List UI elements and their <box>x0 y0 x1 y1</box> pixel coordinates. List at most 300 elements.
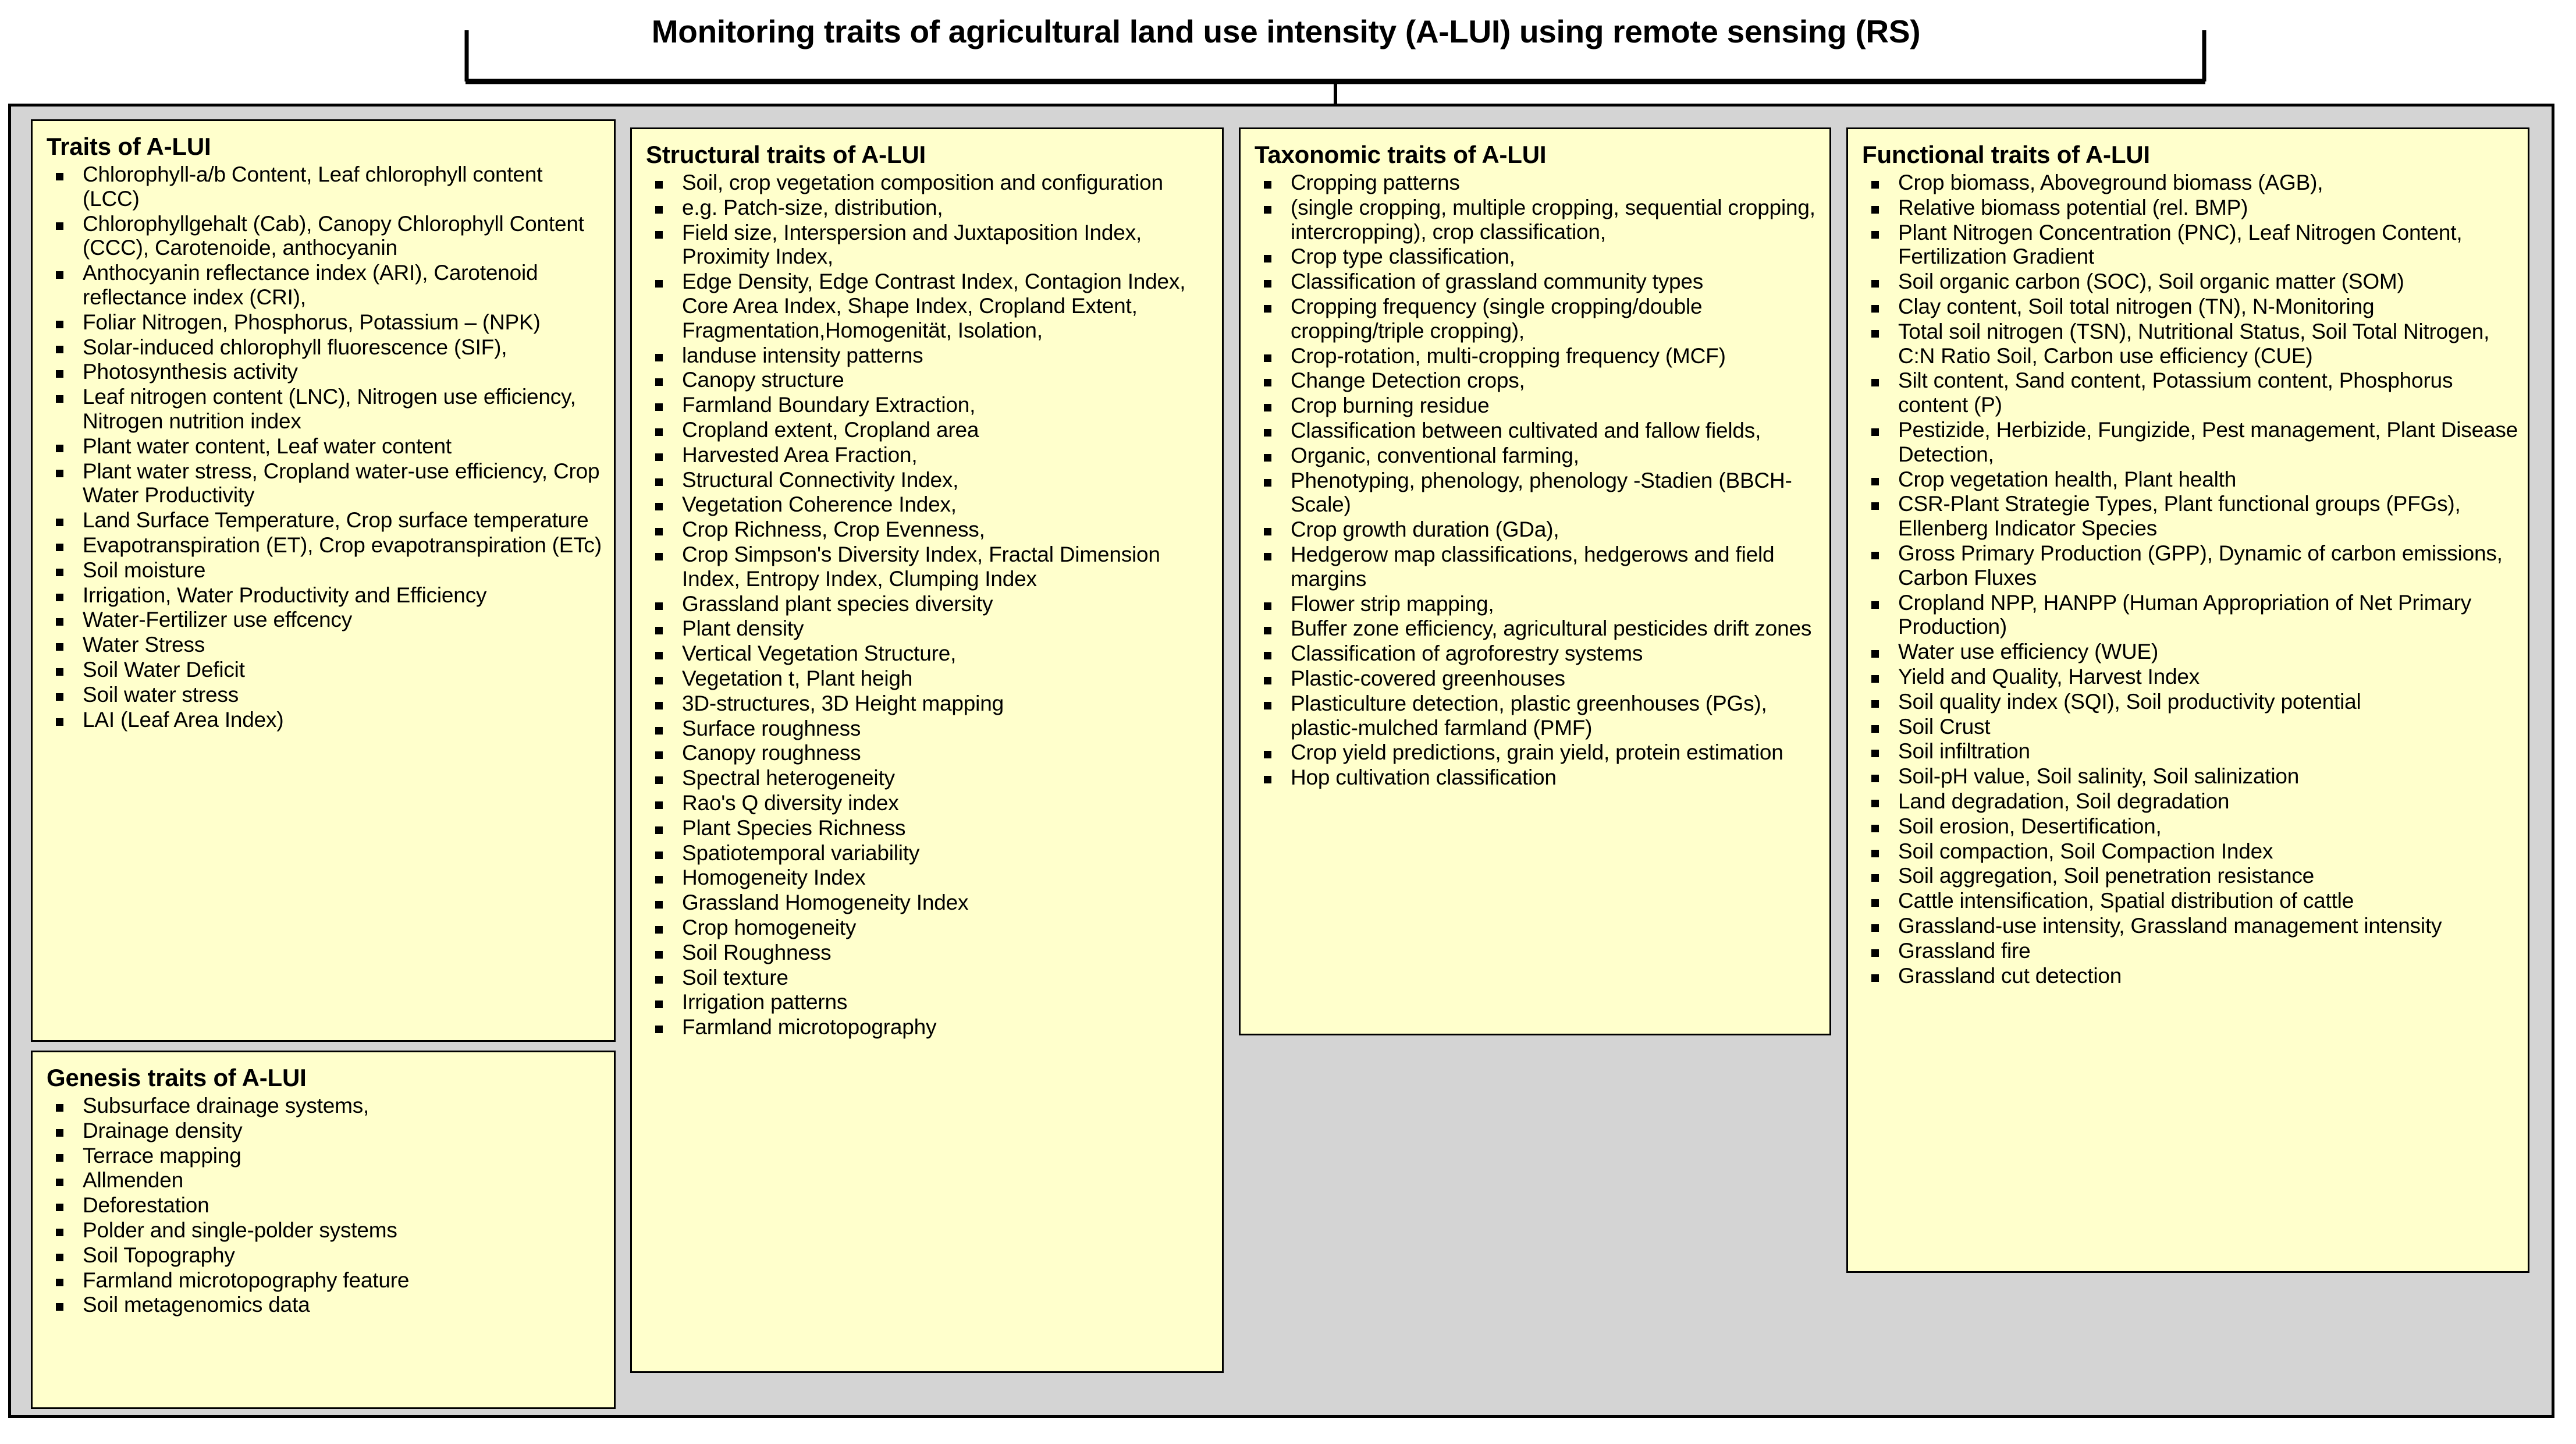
list-item <box>1256 444 1820 468</box>
square-bullet-icon <box>1264 379 1271 386</box>
list-item-label: Clay content, Soil total nitrogen (TN), N-Monitoring <box>1898 295 2375 319</box>
list-item <box>48 459 605 508</box>
list-item-label: Crop growth duration (GDa), <box>1291 517 1559 542</box>
square-bullet-icon <box>1871 552 1879 559</box>
square-bullet-icon <box>1871 206 1879 214</box>
square-bullet-icon <box>1264 255 1271 262</box>
list-item <box>647 616 1213 641</box>
square-bullet-icon <box>56 718 63 726</box>
square-bullet-icon <box>56 1104 63 1112</box>
list-item-label: Foliar Nitrogen, Phosphorus, Potassium – (NPK) <box>83 310 541 334</box>
box-functional-heading: Functional traits of A-LUI <box>1862 141 2150 168</box>
genesis-traits-list <box>42 1094 605 1317</box>
list-item-label: Evapotranspiration (ET), Crop evapotranspiration (ETc) <box>83 533 602 557</box>
list-item-label: Crop homogeneity <box>682 915 857 939</box>
list-item <box>48 1218 605 1243</box>
list-item-label: Soil aggregation, Soil penetration resistance <box>1898 864 2315 888</box>
list-item <box>48 1094 605 1118</box>
list-item <box>1256 740 1820 765</box>
list-item-label: Silt content, Sand content, Potassium content, Phosphorus content (P) <box>1898 368 2453 417</box>
list-item <box>48 1144 605 1168</box>
list-item <box>1256 269 1820 294</box>
list-item <box>647 343 1213 368</box>
square-bullet-icon <box>1871 650 1879 658</box>
square-bullet-icon <box>56 618 63 626</box>
list-item <box>48 558 605 583</box>
list-item <box>1256 368 1820 393</box>
list-item-label: Yield and Quality, Harvest Index <box>1898 664 2200 689</box>
square-bullet-icon <box>1264 528 1271 535</box>
square-bullet-icon <box>655 428 663 436</box>
list-item <box>1256 196 1820 244</box>
list-item-label: Allmenden <box>83 1168 184 1193</box>
box-taxonomic-heading: Taxonomic traits of A-LUI <box>1255 141 1547 168</box>
list-item <box>48 683 605 707</box>
square-bullet-icon <box>1264 553 1271 560</box>
square-bullet-icon <box>56 395 63 403</box>
taxonomic-traits-list <box>1250 171 1820 790</box>
square-bullet-icon <box>655 206 663 214</box>
list-item <box>48 658 605 682</box>
list-item-label: Spectral heterogeneity <box>682 766 895 790</box>
square-bullet-icon <box>1264 305 1271 313</box>
list-item-label: Soil water stress <box>83 682 239 707</box>
list-item <box>1863 221 2518 269</box>
list-item-label: Soil erosion, Desertification, <box>1898 814 2162 838</box>
list-item <box>48 1193 605 1218</box>
list-item <box>647 393 1213 417</box>
square-bullet-icon <box>1264 702 1271 709</box>
list-item-label: Phenotyping, phenology, phenology -Stadien (BBCH-Scale) <box>1291 468 1792 517</box>
list-item <box>1863 914 2518 938</box>
list-item <box>647 865 1213 890</box>
list-item-label: Plastic-covered greenhouses <box>1291 666 1565 690</box>
list-item-label: Crop Richness, Crop Evenness, <box>682 517 985 542</box>
box-taxonomic-traits-of-a-lui <box>1239 127 1831 1035</box>
square-bullet-icon <box>655 852 663 859</box>
list-item-label: Soil metagenomics data <box>83 1293 310 1317</box>
square-bullet-icon <box>1871 850 1879 857</box>
list-item <box>1256 691 1820 740</box>
list-item-label: Soil texture <box>682 965 788 989</box>
square-bullet-icon <box>1264 354 1271 362</box>
list-item-label: Terrace mapping <box>83 1143 241 1168</box>
list-item-label: Buffer zone efficiency, agricultural pesticides drift zones <box>1291 616 1812 641</box>
list-item <box>647 666 1213 691</box>
list-item <box>1256 616 1820 641</box>
list-item <box>647 691 1213 716</box>
list-item <box>647 641 1213 666</box>
list-item <box>1863 467 2518 492</box>
list-item-label: Subsurface drainage systems, <box>83 1094 369 1118</box>
square-bullet-icon <box>1871 428 1879 436</box>
list-item-label: Plant density <box>682 616 804 641</box>
list-item <box>647 592 1213 616</box>
list-item <box>647 269 1213 342</box>
list-item-label: Leaf nitrogen content (LNC), Nitrogen use efficiency, Nitrogen nutrition index <box>83 385 576 433</box>
list-item-label: Pestizide, Herbizide, Fungizide, Pest management, Plant Disease Detection, <box>1898 418 2518 466</box>
list-item <box>647 171 1213 195</box>
list-item <box>647 966 1213 990</box>
square-bullet-icon <box>1264 454 1271 462</box>
square-bullet-icon <box>1871 379 1879 386</box>
square-bullet-icon <box>1871 305 1879 313</box>
list-item-label: LAI (Leaf Area Index) <box>83 707 284 732</box>
list-item-label: landuse intensity patterns <box>682 343 923 367</box>
list-item <box>48 385 605 434</box>
square-bullet-icon <box>1871 700 1879 708</box>
list-item-label: Soil compaction, Soil Compaction Index <box>1898 839 2273 863</box>
list-item <box>48 1168 605 1193</box>
list-item <box>1863 715 2518 739</box>
square-bullet-icon <box>655 181 663 189</box>
list-item <box>647 791 1213 815</box>
list-item-label: Cropland extent, Cropland area <box>682 418 979 442</box>
page-title: Monitoring traits of agricultural land use intensity (A-LUI) using remote sensing (RS) <box>651 13 1921 49</box>
list-item <box>647 1015 1213 1039</box>
list-item <box>1863 269 2518 294</box>
square-bullet-icon <box>1871 825 1879 832</box>
square-bullet-icon <box>56 693 63 701</box>
list-item-label: Flower strip mapping, <box>1291 591 1494 616</box>
list-item-label: Surface roughness <box>682 716 861 740</box>
box-genesis-heading: Genesis traits of A-LUI <box>47 1064 307 1091</box>
list-item <box>48 633 605 657</box>
square-bullet-icon <box>1871 974 1879 982</box>
list-item <box>1256 542 1820 591</box>
square-bullet-icon <box>56 1229 63 1236</box>
square-bullet-icon <box>655 652 663 659</box>
square-bullet-icon <box>56 370 63 378</box>
square-bullet-icon <box>1264 776 1271 783</box>
square-bullet-icon <box>1871 750 1879 757</box>
square-bullet-icon <box>655 702 663 709</box>
list-item-label: Water-Fertilizer use effcency <box>83 608 353 632</box>
list-item-label: Plant water content, Leaf water content <box>83 434 452 458</box>
list-item <box>1863 690 2518 714</box>
list-item-label: Deforestation <box>83 1193 209 1218</box>
list-item <box>1256 765 1820 790</box>
list-item-label: Farmland microtopography feature <box>83 1268 410 1292</box>
list-item <box>647 368 1213 392</box>
square-bullet-icon <box>1264 602 1271 610</box>
square-bullet-icon <box>655 602 663 610</box>
list-item-label: CSR-Plant Strategie Types, Plant functional groups (PFGs), Ellenberg Indicator Species <box>1898 492 2461 541</box>
list-item <box>1256 171 1820 195</box>
list-item-label: Total soil nitrogen (TSN), Nutritional Status, Soil Total Nitrogen, C:N Ratio Soil, Carbon use efficiency (CUE) <box>1898 319 2490 368</box>
list-item-label: Water Stress <box>83 633 205 657</box>
list-item <box>647 492 1213 517</box>
square-bullet-icon <box>655 901 663 909</box>
list-item-label: Solar-induced chlorophyll fluorescence (SIF), <box>83 335 507 359</box>
square-bullet-icon <box>56 470 63 477</box>
list-item <box>647 766 1213 790</box>
square-bullet-icon <box>655 1000 663 1008</box>
list-item-label: Irrigation, Water Productivity and Efficiency <box>83 583 487 607</box>
list-item <box>1256 244 1820 269</box>
box-genesis-traits-of-a-lui <box>31 1051 616 1409</box>
list-item-label: Soil-pH value, Soil salinity, Soil salinization <box>1898 764 2300 789</box>
square-bullet-icon <box>1871 231 1879 239</box>
square-bullet-icon <box>655 776 663 784</box>
list-item-label: Farmland microtopography <box>682 1015 937 1039</box>
square-bullet-icon <box>1871 725 1879 733</box>
list-item <box>1863 665 2518 689</box>
square-bullet-icon <box>1264 652 1271 659</box>
list-item-label: Structural Connectivity Index, <box>682 467 959 492</box>
list-item-label: Soil Crust <box>1898 714 1991 739</box>
box-traits-of-a-lui <box>31 119 616 1042</box>
square-bullet-icon <box>1264 479 1271 487</box>
list-item-label: Farmland Boundary Extraction, <box>682 393 976 417</box>
square-bullet-icon <box>56 594 63 601</box>
square-bullet-icon <box>1871 280 1879 288</box>
square-bullet-icon <box>56 544 63 551</box>
list-item-label: Vertical Vegetation Structure, <box>682 641 957 666</box>
list-item <box>1863 789 2518 814</box>
list-item <box>647 443 1213 467</box>
list-item <box>1256 592 1820 616</box>
square-bullet-icon <box>56 346 63 353</box>
list-item-label: e.g. Patch-size, distribution, <box>682 195 943 219</box>
square-bullet-icon <box>1264 206 1271 214</box>
square-bullet-icon <box>56 1279 63 1286</box>
traits-container <box>8 104 2554 1418</box>
square-bullet-icon <box>655 677 663 684</box>
list-item <box>48 360 605 384</box>
list-item <box>647 741 1213 765</box>
list-item <box>1256 418 1820 443</box>
functional-traits-list <box>1857 171 2518 988</box>
list-item-label: Hop cultivation classification <box>1291 765 1557 790</box>
list-item-label: Field size, Interspersion and Juxtaposition Index, Proximity Index, <box>682 220 1142 269</box>
square-bullet-icon <box>655 354 663 361</box>
square-bullet-icon <box>56 1303 63 1311</box>
list-item <box>1863 864 2518 888</box>
square-bullet-icon <box>56 1129 63 1137</box>
list-item-label: Homogeneity Index <box>682 865 866 890</box>
list-item <box>1863 492 2518 541</box>
square-bullet-icon <box>655 951 663 959</box>
square-bullet-icon <box>655 876 663 884</box>
square-bullet-icon <box>655 280 663 288</box>
list-item <box>647 990 1213 1014</box>
list-item <box>1863 320 2518 368</box>
list-item <box>1863 839 2518 864</box>
list-item-label: Soil Water Deficit <box>83 657 245 682</box>
square-bullet-icon <box>655 727 663 735</box>
list-item-label: Soil moisture <box>83 558 206 582</box>
list-item <box>647 941 1213 965</box>
square-bullet-icon <box>56 1154 63 1162</box>
list-item-label: Grassland-use intensity, Grassland management intensity <box>1898 913 2442 938</box>
square-bullet-icon <box>655 453 663 461</box>
list-item-label: Plant Nitrogen Concentration (PNC), Leaf Nitrogen Content, Fertilization Gradient <box>1898 220 2463 269</box>
square-bullet-icon <box>655 627 663 634</box>
list-item <box>48 583 605 608</box>
list-item <box>1863 196 2518 220</box>
list-item-label: Soil Roughness <box>682 940 832 964</box>
list-item-label: Plant water stress, Cropland water-use efficiency, Crop Water Productivity <box>83 459 600 508</box>
square-bullet-icon <box>655 231 663 239</box>
list-item-label: Crop yield predictions, grain yield, protein estimation <box>1291 740 1783 765</box>
square-bullet-icon <box>655 503 663 510</box>
square-bullet-icon <box>1871 949 1879 957</box>
square-bullet-icon <box>1871 478 1879 485</box>
list-item-label: Canopy structure <box>682 368 844 392</box>
square-bullet-icon <box>1871 502 1879 510</box>
list-item <box>647 517 1213 542</box>
list-item <box>647 468 1213 492</box>
list-item <box>48 1268 605 1293</box>
list-item <box>647 716 1213 741</box>
list-item-label: (single cropping, multiple cropping, sequential cropping, intercropping), crop classification, <box>1291 195 1815 244</box>
list-item-label: Drainage density <box>83 1118 243 1143</box>
list-item-label: Organic, conventional farming, <box>1291 443 1579 467</box>
list-item <box>647 418 1213 442</box>
square-bullet-icon <box>56 1254 63 1261</box>
list-item-label: Chlorophyllgehalt (Cab), Canopy Chlorophyll Content (CCC), Carotenoide, anthocyanin <box>83 211 584 260</box>
square-bullet-icon <box>56 643 63 651</box>
list-item-label: Crop biomass, Aboveground biomass (AGB), <box>1898 171 2323 195</box>
traits-list <box>42 162 605 732</box>
list-item <box>1863 295 2518 319</box>
list-item <box>647 196 1213 220</box>
list-item-label: Plant Species Richness <box>682 815 906 840</box>
square-bullet-icon <box>1871 775 1879 782</box>
list-item <box>48 212 605 261</box>
list-item-label: Classification of agroforestry systems <box>1291 641 1643 666</box>
list-item-label: Soil organic carbon (SOC), Soil organic matter (SOM) <box>1898 269 2404 294</box>
square-bullet-icon <box>655 926 663 934</box>
square-bullet-icon <box>56 321 63 328</box>
square-bullet-icon <box>56 445 63 452</box>
list-item-label: 3D-structures, 3D Height mapping <box>682 691 1004 715</box>
square-bullet-icon <box>56 569 63 576</box>
square-bullet-icon <box>655 1026 663 1033</box>
square-bullet-icon <box>1264 404 1271 411</box>
box-structural-heading: Structural traits of A-LUI <box>646 141 926 168</box>
list-item-label: Relative biomass potential (rel. BMP) <box>1898 195 2248 219</box>
list-item <box>48 608 605 632</box>
list-item-label: Anthocyanin reflectance index (ARI), Carotenoid reflectance index (CRI), <box>83 261 538 310</box>
square-bullet-icon <box>1264 181 1271 189</box>
list-item-label: Vegetation Coherence Index, <box>682 492 957 517</box>
square-bullet-icon <box>1264 751 1271 758</box>
list-item-label: Land degradation, Soil degradation <box>1898 789 2230 813</box>
square-bullet-icon <box>655 553 663 560</box>
square-bullet-icon <box>655 826 663 834</box>
square-bullet-icon <box>655 976 663 984</box>
list-item <box>48 335 605 360</box>
box-structural-traits-of-a-lui <box>630 127 1224 1373</box>
list-item <box>48 708 605 732</box>
list-item <box>1863 764 2518 789</box>
list-item <box>48 261 605 310</box>
list-item-label: Crop type classification, <box>1291 244 1515 269</box>
list-item <box>1863 739 2518 764</box>
square-bullet-icon <box>1871 874 1879 882</box>
square-bullet-icon <box>1264 677 1271 684</box>
list-item <box>647 221 1213 269</box>
list-item <box>1863 889 2518 913</box>
list-item <box>1863 171 2518 195</box>
list-item <box>1256 344 1820 368</box>
list-item <box>48 310 605 335</box>
list-item-label: Cropping patterns <box>1291 171 1460 195</box>
list-item-label: Crop vegetation health, Plant health <box>1898 467 2237 491</box>
list-item-label: Polder and single-polder systems <box>83 1218 397 1243</box>
list-item-label: Gross Primary Production (GPP), Dynamic of carbon emissions, Carbon Fluxes <box>1898 541 2503 590</box>
list-item-label: Grassland fire <box>1898 938 2031 963</box>
square-bullet-icon <box>1264 627 1271 634</box>
square-bullet-icon <box>655 378 663 386</box>
list-item-label: Land Surface Temperature, Crop surface temperature <box>83 508 589 533</box>
list-item <box>48 1119 605 1143</box>
list-item-label: Harvested Area Fraction, <box>682 442 918 467</box>
list-item-label: Canopy roughness <box>682 741 861 765</box>
list-item-label: Crop burning residue <box>1291 393 1490 418</box>
list-item <box>647 841 1213 865</box>
square-bullet-icon <box>56 271 63 279</box>
list-item-label: Water use efficiency (WUE) <box>1898 640 2159 664</box>
list-item <box>1863 541 2518 590</box>
list-item-label: Hedgerow map classifications, hedgerows and field margins <box>1291 542 1775 591</box>
list-item <box>1256 641 1820 666</box>
list-item <box>647 890 1213 915</box>
list-item-label: Chlorophyll-a/b Content, Leaf chlorophyll content (LCC) <box>83 162 543 211</box>
list-item <box>48 533 605 558</box>
square-bullet-icon <box>56 1179 63 1186</box>
square-bullet-icon <box>655 403 663 411</box>
square-bullet-icon <box>1871 330 1879 338</box>
square-bullet-icon <box>1871 181 1879 189</box>
list-item-label: Spatiotemporal variability <box>682 840 920 865</box>
list-item-label: Grassland cut detection <box>1898 963 2122 988</box>
square-bullet-icon <box>1871 601 1879 609</box>
list-item <box>1863 814 2518 839</box>
square-bullet-icon <box>655 751 663 759</box>
list-item-label: Soil Topography <box>83 1243 235 1267</box>
square-bullet-icon <box>1871 899 1879 907</box>
list-item <box>1256 393 1820 418</box>
list-item-label: Soil infiltration <box>1898 739 2030 764</box>
list-item <box>48 508 605 533</box>
square-bullet-icon <box>56 668 63 676</box>
square-bullet-icon <box>56 519 63 526</box>
square-bullet-icon <box>1871 800 1879 807</box>
list-item-label: Classification of grassland community types <box>1291 269 1704 294</box>
structural-traits-list <box>641 171 1213 1039</box>
square-bullet-icon <box>655 801 663 809</box>
list-item <box>1256 666 1820 691</box>
square-bullet-icon <box>655 478 663 486</box>
square-bullet-icon <box>655 528 663 535</box>
list-item <box>1863 591 2518 640</box>
list-item-label: Soil quality index (SQI), Soil productivity potential <box>1898 689 2361 714</box>
list-item-label: Grassland Homogeneity Index <box>682 890 969 915</box>
list-item <box>647 816 1213 840</box>
list-item <box>1863 418 2518 467</box>
list-item-label: Soil, crop vegetation composition and configuration <box>682 171 1163 195</box>
list-item-label: Cropping frequency (single cropping/double cropping/triple cropping), <box>1291 295 1703 343</box>
list-item <box>48 434 605 459</box>
list-item-label: Vegetation t, Plant heigh <box>682 666 913 690</box>
list-item <box>1863 964 2518 988</box>
list-item <box>1863 939 2518 963</box>
square-bullet-icon <box>1871 924 1879 932</box>
list-item-label: Rao's Q diversity index <box>682 790 899 815</box>
